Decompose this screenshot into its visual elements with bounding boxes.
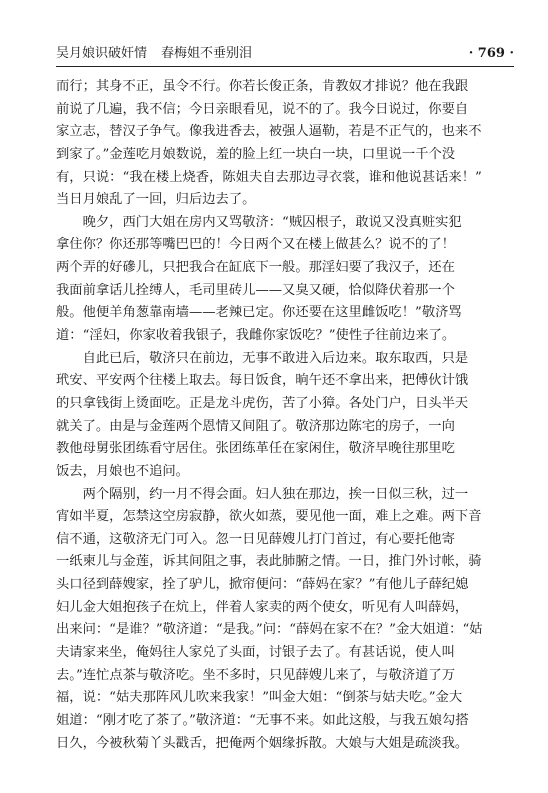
- header-rule: [56, 66, 514, 67]
- text-line: 就关了。由是与金莲两个恩情又间阻了。敬济那边陈宅的房子，一向: [56, 418, 455, 434]
- text-line: 妇儿金大姐抱孩子在炕上，伴着人家卖的两个使女，听见有人叫薛妈，: [56, 599, 469, 615]
- text-line: 一纸柬儿与金莲，诉其间阻之事，表此肺腑之情。一日，推门外讨帐，骑: [56, 554, 482, 570]
- text-line: 我面前拿话儿拴缚人，毛司里砖儿——又臭又硬，恰似降伏着那一个: [56, 282, 455, 298]
- text-line: 宵如半夏，怎禁这空房寂静，欲火如蒸，要见他一面，难上之难。两下音: [56, 509, 482, 525]
- text-line: 头口径到薛嫂家，拴了驴儿，掀帘便问：“薛妈在家？”有他儿子薛纪媳: [56, 577, 469, 593]
- text-line: 晚夕，西门大姐在房内又骂敬济：“贼囚根子，敢说又没真赃实犯: [56, 214, 462, 230]
- text-line: 而行；其身不正，虽令不行。你若长俊正条，肯教奴才排说？他在我跟: [56, 79, 469, 94]
- text-line: 日久，今被秋菊丫头戳舌，把俺两个姻缘拆散。大娘与大姐是疏淡我。: [56, 735, 469, 751]
- text-line: 教他母舅张团练看守居住。张团练革任在家闲住，敬济早晚往那里吃: [56, 441, 455, 457]
- text-line: 姐道：“刚才吃了茶了。”敬济道：“无事不来。如此这般，与我五娘勾搭: [56, 712, 469, 728]
- text-line: 拿住你？你还那等嘴巴巴的！今日两个又在楼上做甚么？说不的了！: [56, 237, 455, 253]
- text-line: 当日月娘乱了一回，归后边去了。: [56, 192, 256, 208]
- text-line: 出来问：“是谁？”敬济道：“是我。”问：“薛妈在家不在？”金大姐道：“姑: [56, 622, 483, 638]
- text-line: 般。他便羊角葱靠南墙——老辣已定。你还要在这里雌饭吃！”敬济骂: [56, 305, 462, 321]
- text-line: 玳安、平安两个往楼上取去。每日饭食，晌午还不拿出来，把傅伙计饿: [56, 373, 469, 389]
- running-header: [56, 44, 514, 64]
- text-line: 自此已后，敬济只在前边，无事不敢进入后边来。取东取西，只是: [56, 350, 469, 366]
- text-line: 到家了。”金莲吃月娘数说，羞的脸上红一块白一块，口里说一千个没: [56, 146, 456, 162]
- text-line: 饭去，月娘也不追问。: [56, 463, 189, 479]
- text-line: 夫请家来坐，俺妈往人家兑了头面，讨银子去了。有甚话说，使人叫: [56, 645, 455, 661]
- text-line: 信不通，这敬济无门可入。忽一日见薛嫂儿打门首过，有心要托他寄: [56, 531, 455, 547]
- chapter-title: 吴月娘识破奸情: [56, 46, 148, 61]
- text-line: 福，说：“姑夫那阵风儿吹来我家！”叫金大姐：“倒茶与姑夫吃。”金大: [56, 690, 463, 706]
- text-line: 前说了几遍，我不信；今日亲眼看见，说不的了。我今日说过，你要自: [56, 101, 469, 117]
- text-line: 家立志，替汉子争气。像我进香去，被强人逼勒，若是不正气的，也来不: [56, 124, 482, 140]
- text-line: 道：“淫妇，你家收着我银子，我雌你家饭吃？”使性子往前边来了。: [56, 328, 456, 344]
- text-line: 两个隔别，约一月不得会面。妇人独在那边，挨一日似三秋，过一: [56, 486, 469, 502]
- chapter-subtitle: 春梅姐不垂别泪: [161, 46, 253, 61]
- text-line: 去。”连忙点茶与敬济吃。坐不多时，只见薛嫂儿来了，与敬济道了万: [56, 667, 456, 683]
- text-line: 两个弄的好磣儿，只把我合在缸底下一般。那淫妇要了我汉子，还在: [56, 260, 455, 276]
- body-text: [56, 76, 514, 755]
- page-number: · 769 ·: [468, 46, 514, 61]
- header-titles: [56, 44, 252, 64]
- text-line: 有，只说：“我在楼上烧香，陈姐夫自去那边寻衣裳，谁和他说甚话来！”: [56, 169, 482, 185]
- text-line: 的只拿钱街上烫面吃。正是龙斗虎伤，苦了小獐。各处门户，日头半天: [56, 395, 469, 411]
